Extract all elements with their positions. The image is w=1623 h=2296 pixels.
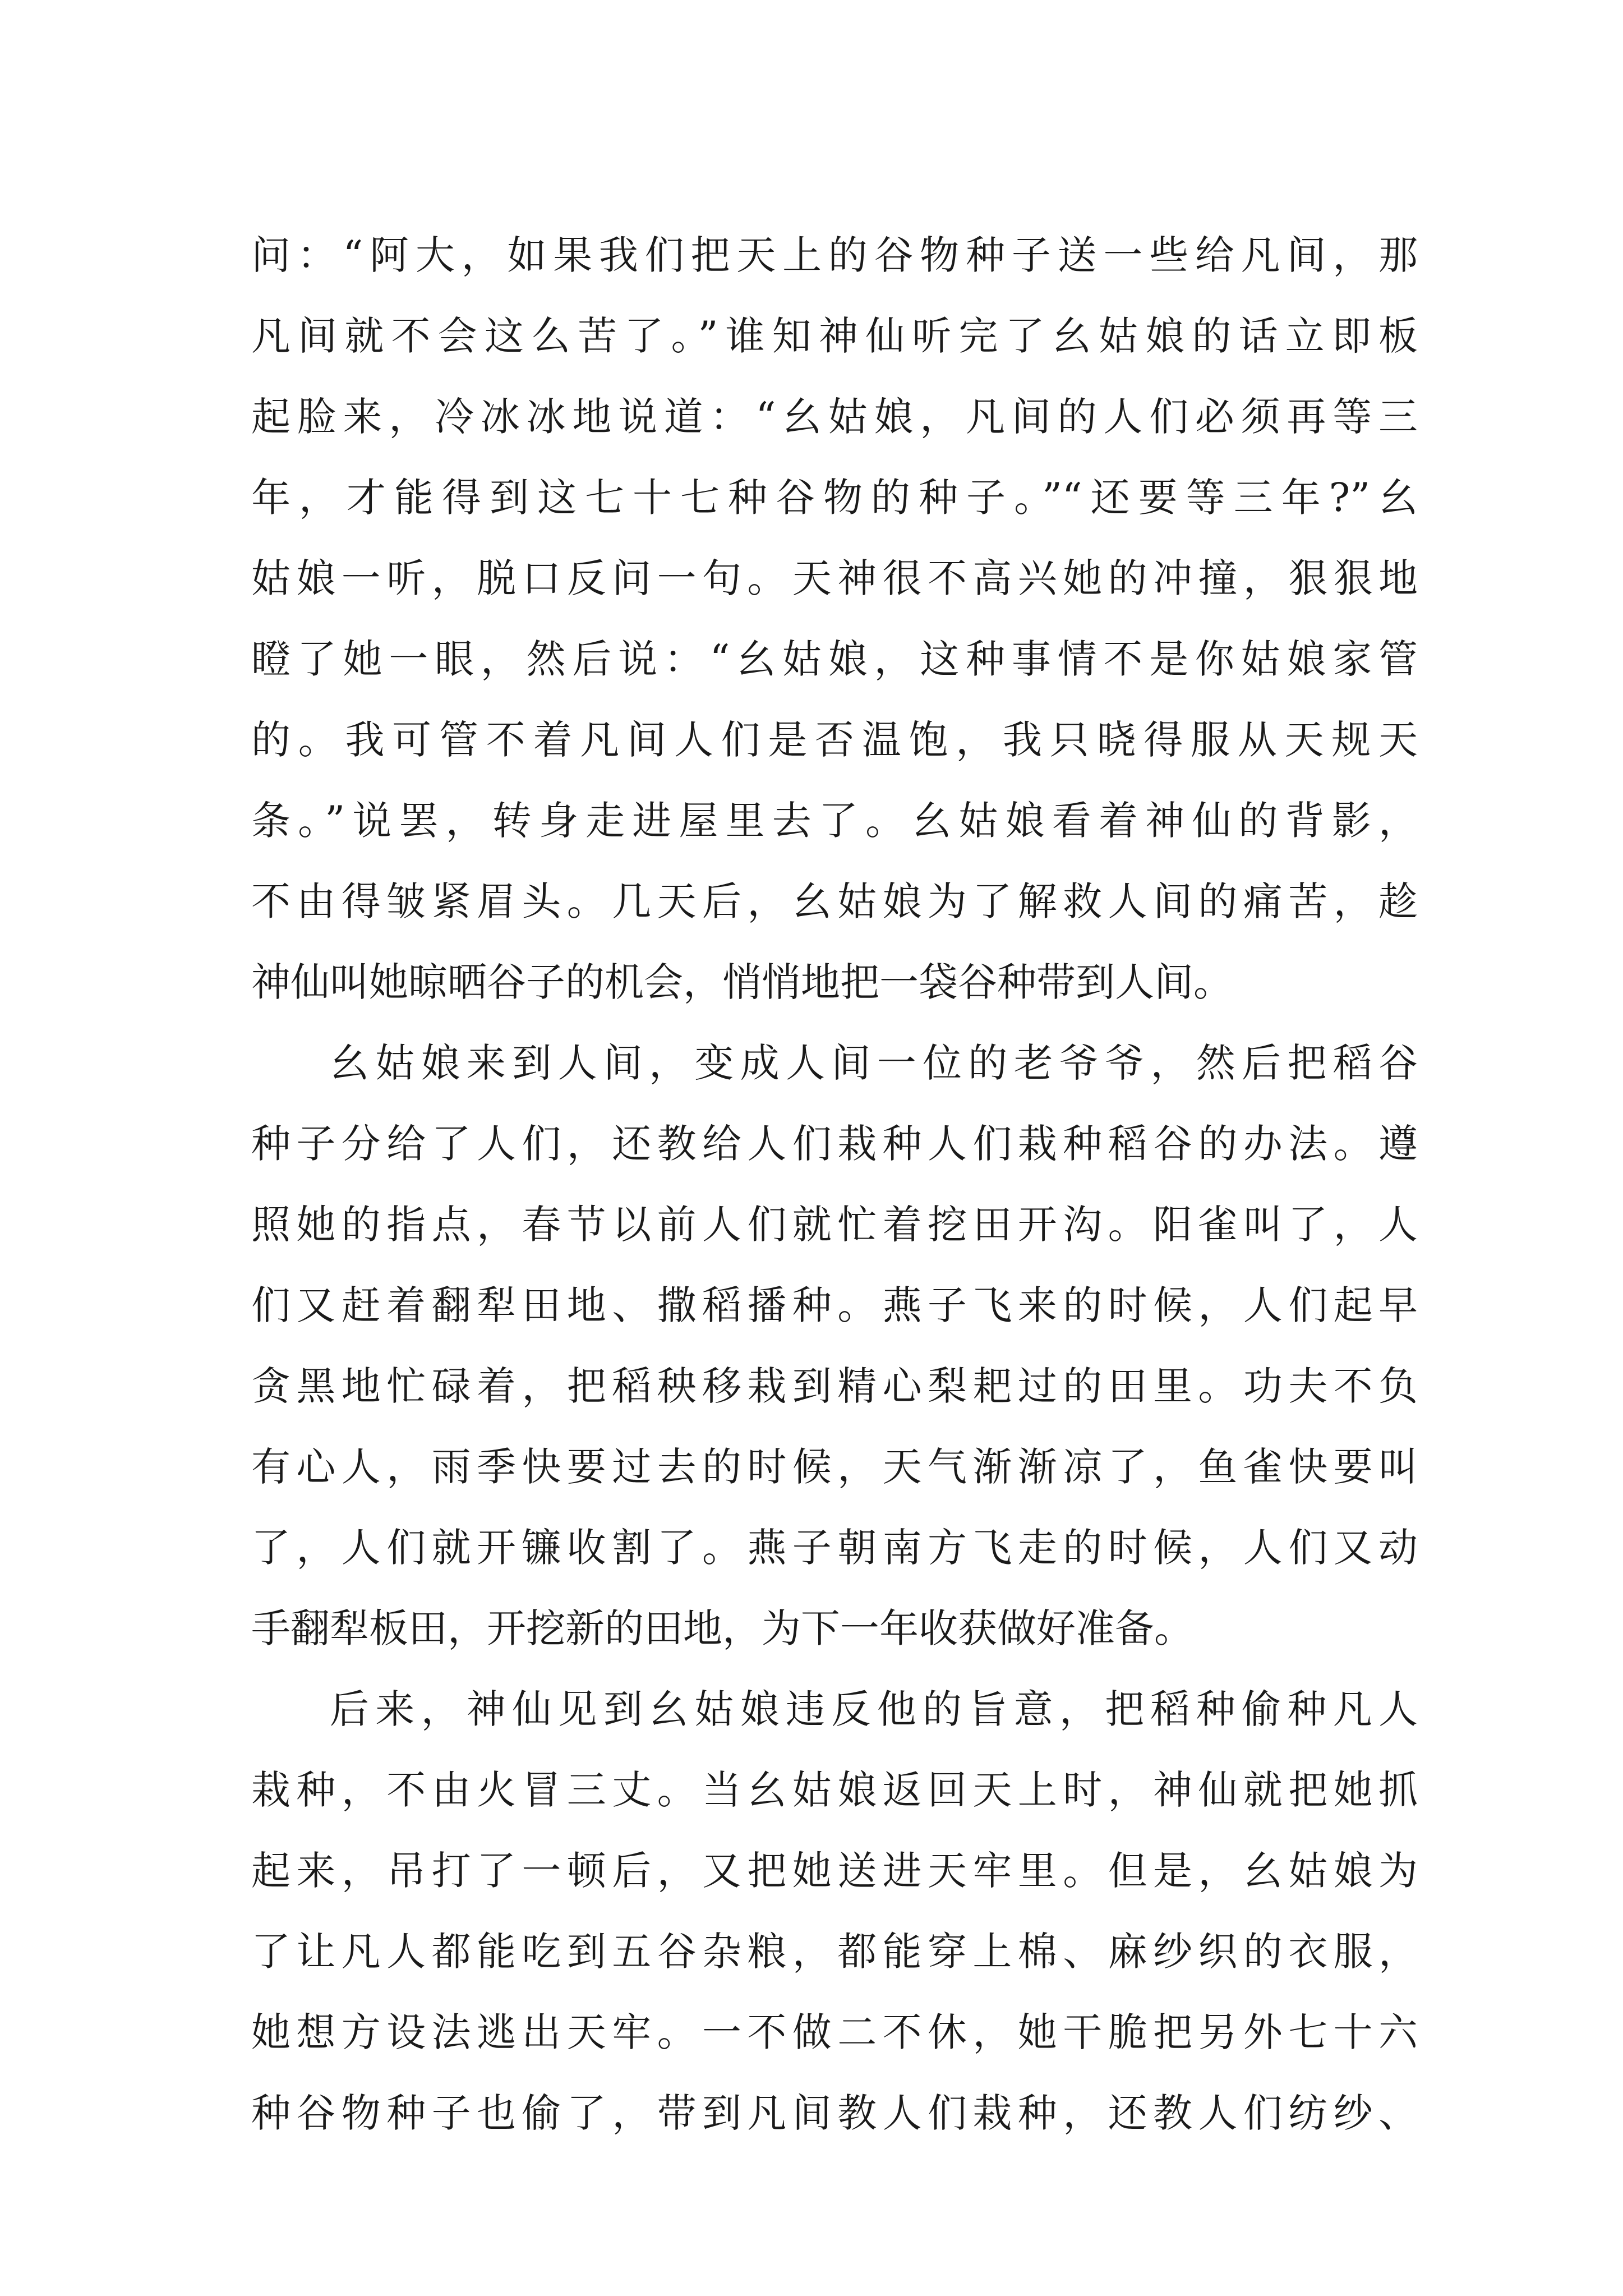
text-line: 种子分给了人们，还教给人们栽种人们栽种稻谷的办法。遵 — [251, 1121, 1418, 1167]
text-line: 照她的指点，春节以前人们就忙着挖田开沟。阳雀叫了，人 — [251, 1202, 1418, 1248]
text-line: 她想方设法逃出天牢。一不做二不休，她干脆把另外七十六 — [251, 2009, 1418, 2055]
text-line: 起来，吊打了一顿后，又把她送进天牢里。但是，幺姑娘为 — [251, 1848, 1418, 1894]
text-line: 起脸来，冷冰冰地说道：“幺姑娘，凡间的人们必须再等三 — [251, 394, 1418, 440]
text-line: 的。我可管不着凡间人们是否温饱，我只晓得服从天规天 — [251, 717, 1418, 763]
text-line: 贪黑地忙碌着，把稻秧移栽到精心梨耙过的田里。功夫不负 — [251, 1363, 1418, 1409]
text-line: 种谷物种子也偷了，带到凡间教人们栽种，还教人们纺纱、 — [251, 2090, 1418, 2136]
paragraph-2 — [251, 1023, 1418, 1669]
text-line: 了让凡人都能吃到五谷杂粮，都能穿上棉、麻纱织的衣服， — [251, 1929, 1418, 1975]
text-line: 有心人，雨季快要过去的时候，天气渐渐凉了，鱼雀快要叫 — [251, 1444, 1418, 1490]
text-line: 不由得皱紧眉头。几天后，幺姑娘为了解救人间的痛苦，趁 — [251, 878, 1418, 924]
text-line: 幺姑娘来到人间，变成人间一位的老爷爷，然后把稻谷 — [330, 1040, 1418, 1086]
text-line: 凡间就不会这么苦了。”谁知神仙听完了幺姑娘的话立即板 — [251, 313, 1418, 359]
text-line: 条。”说罢，转身走进屋里去了。幺姑娘看着神仙的背影， — [251, 798, 1418, 844]
paragraph-3 — [251, 1669, 1418, 2154]
text-line: 年，才能得到这七十七种谷物的种子。”“还要等三年?”幺 — [251, 475, 1418, 521]
text-line: 姑娘一听，脱口反问一句。天神很不高兴她的冲撞，狠狠地 — [251, 555, 1418, 601]
paragraph-1 — [251, 215, 1418, 1023]
text-line: 手翻犁板田，开挖新的田地，为下一年收获做好准备。 — [251, 1605, 1193, 1651]
text-line: 神仙叫她晾晒谷子的机会，悄悄地把一袋谷种带到人间。 — [251, 959, 1233, 1005]
text-line: 了，人们就开镰收割了。燕子朝南方飞走的时候，人们又动 — [251, 1525, 1418, 1571]
text-line: 栽种，不由火冒三丈。当幺姑娘返回天上时，神仙就把她抓 — [251, 1767, 1418, 1813]
text-line: 后来，神仙见到幺姑娘违反他的旨意，把稻种偷种凡人 — [330, 1686, 1418, 1732]
body-text — [251, 215, 1418, 2154]
text-line: 问：“阿大，如果我们把天上的谷物种子送一些给凡间，那 — [251, 232, 1418, 278]
text-line: 们又赶着翻犁田地、撒稻播种。燕子飞来的时候，人们起早 — [251, 1282, 1418, 1328]
text-line: 瞪了她一眼，然后说：“幺姑娘，这种事情不是你姑娘家管 — [251, 636, 1418, 682]
